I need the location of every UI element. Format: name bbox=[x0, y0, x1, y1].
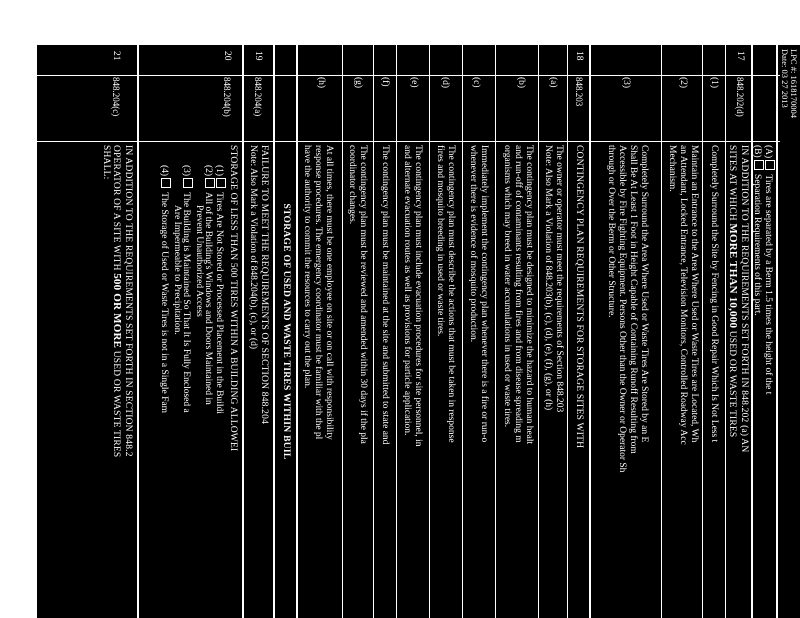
item-marker: (h) bbox=[316, 77, 326, 89]
checklist-row-18-d bbox=[430, 45, 463, 618]
row-number: 21 bbox=[111, 51, 121, 61]
requirement-text-line1: The contingency plan must be reviewed and amended within 30 days if the pla bbox=[358, 145, 368, 444]
requirement-text-line2: fires and mosquito breeding in used or waste tires. bbox=[435, 145, 445, 337]
requirement-text-line2: coordinator changes. bbox=[347, 145, 357, 225]
checklist-row-17-2 bbox=[662, 45, 703, 618]
requirement-text-line2: response procedures. The emergency coordinator must be familiar with the pl bbox=[313, 145, 323, 440]
requirement-heading-line3: SHALL: bbox=[101, 145, 111, 180]
berm-requirement-line4: through or Over the Berm or Other Structure. bbox=[606, 145, 616, 318]
requirement-note: Note: Also Mark a Violation of 848.204(b), (c), or (d) bbox=[248, 145, 258, 349]
requirement-text-line1: The contingency plan must describe the actions that must be taken in response bbox=[446, 145, 456, 443]
option-3-checkbox[interactable] bbox=[183, 178, 193, 188]
requirement-text-line1: The owner or operator must meet the requirements of Section 848.203 bbox=[554, 145, 564, 413]
row-number: 18 bbox=[574, 51, 584, 61]
option-1-checkbox[interactable] bbox=[216, 178, 226, 188]
checklist-row-17 bbox=[725, 45, 753, 618]
checklist-row-21 bbox=[37, 45, 139, 618]
entrance-requirement-line1: Maintain an Entrance to the Area Where Used or Waste Tires are Located, Wh bbox=[689, 145, 699, 443]
option-4-checkbox[interactable] bbox=[161, 178, 171, 188]
requirement-text-line2: and alternate evacuation routes as well as provisions for particle application. bbox=[402, 145, 412, 436]
section-title: STORAGE OF USED AND WASTE TIRES WITHIN BUIL bbox=[281, 203, 291, 460]
requirement-heading-line2: SITES AT WHICH MORE THAN 10,000 USED OR WASTE TIRES bbox=[727, 145, 739, 438]
checklist-row-20 bbox=[138, 45, 244, 618]
requirement-heading: STORAGE OF LESS THAN 500 TIRES WITHIN A BUILDING ALLOWEI bbox=[228, 145, 238, 452]
item-marker: (3) bbox=[621, 77, 631, 89]
requirement-text-line2: whenever there is evidence of mosquito production. bbox=[468, 145, 478, 343]
tire-threshold: MORE THAN 10,000 bbox=[727, 223, 739, 329]
building-option-1: (1) Tires Are Not Stored or Processed Placement in the Buildi bbox=[214, 165, 224, 414]
section-divider bbox=[274, 45, 298, 618]
requirement-text: The contingency plan must be maintained at the site and submitted to state and bbox=[380, 145, 390, 445]
option-2-checkbox[interactable] bbox=[205, 178, 215, 188]
requirement-heading: IN ADDITION TO THE REQUIREMENTS SET FORTH IN 848.202 (a) AN bbox=[739, 145, 749, 453]
requirement-heading: CONTINGENCY PLAN REQUIREMENTS FOR STORAGE SITES WITH bbox=[574, 145, 584, 449]
requirement-text-line1: At all times, there must be one employee on site or on call with responsibility bbox=[324, 145, 334, 440]
checklist-row-18-b bbox=[496, 45, 539, 618]
checklist-row-18-e bbox=[397, 45, 430, 618]
item-marker: (e) bbox=[409, 77, 419, 88]
checklist-row-18-h bbox=[298, 45, 343, 618]
requirement-note: Note: Also Mark a Violation of 848.203(b), (c), (d), (e), (f), (g), or (h) bbox=[543, 145, 553, 411]
building-option-4: (4) The Storage of Used or Waste Tires is not in a Single Fam bbox=[159, 165, 169, 414]
tire-threshold: 500 OR MORE bbox=[111, 273, 123, 349]
requirement-text-line1: The contingency plan must include evacuation procedures for site personnel, in bbox=[413, 145, 423, 447]
checklist-row-18 bbox=[567, 45, 591, 618]
item-marker: (c) bbox=[471, 77, 481, 88]
item-marker: (d) bbox=[440, 77, 450, 89]
inspection-checklist-page bbox=[37, 45, 800, 618]
option-a-checkbox[interactable] bbox=[765, 160, 775, 170]
column-divider bbox=[37, 75, 780, 76]
item-marker: (f) bbox=[380, 77, 390, 87]
requirement-text-line1: Immediately implement the contingency plan whenever there is a fire or run-o bbox=[479, 145, 489, 443]
checklist-row-18-a bbox=[539, 45, 568, 618]
fencing-requirement: Completely Surround the Site by Fencing in Good Repair Which Is Not Less t bbox=[709, 145, 719, 443]
item-marker: (a) bbox=[548, 77, 558, 88]
option-a-label: (A) bbox=[763, 145, 773, 159]
checklist-row-17-1 bbox=[703, 45, 726, 618]
requirement-text-line3: have the authority to commit the resources to carry out the plan. bbox=[302, 145, 312, 389]
entrance-requirement-line2: an Attendant, Locked Entrance, Television Monitors, Controlled Roadway Acc bbox=[678, 145, 688, 445]
regulation-citation: 848.204(a) bbox=[253, 77, 263, 117]
requirement-text-line2: and run-off of contaminants resulting from fires and from disease spreading m bbox=[513, 145, 523, 443]
berm-requirement-line2: Shall Be At Least 1 Foot in Height Capable of Containing Runoff Resulting from bbox=[628, 145, 638, 454]
building-option-2: (2) All of the Building's Windows and Doors Maintained in bbox=[203, 165, 213, 405]
page-header bbox=[780, 49, 798, 118]
column-divider bbox=[37, 141, 780, 142]
item-marker: (b) bbox=[516, 77, 526, 89]
row-number: 17 bbox=[735, 51, 745, 61]
row-number: 19 bbox=[253, 51, 263, 61]
building-option-3: (3) The Building is Maintained So That It Is Fully Enclosed a bbox=[181, 165, 191, 413]
regulation-citation: 848.204(c) bbox=[111, 77, 121, 117]
regulation-citation: 848.204(b) bbox=[222, 77, 232, 117]
building-option-3-continued: Are Impermeable to Precipitation. bbox=[172, 205, 182, 335]
entrance-requirement-line3: Mechanism. bbox=[667, 145, 677, 192]
berm-requirement-line1: Completely Surround the Area Where Used or Waste Tires Are Stored by an E bbox=[639, 145, 649, 443]
requirement-heading: IN ADDITION TO THE REQUIREMENTS SET FORTH IN SECTION 848.2 bbox=[123, 145, 133, 457]
checklist-row-17-3 bbox=[591, 45, 662, 618]
scanned-page bbox=[37, 45, 800, 618]
requirement-heading: FAILURE TO MEET THE REQUIREMENTS OF SECTION 848.204 bbox=[259, 145, 269, 425]
separation-requirements-text: Separation Requirements of this part. bbox=[752, 174, 762, 316]
item-marker: (1) bbox=[709, 77, 719, 89]
option-b-label: (B) bbox=[752, 145, 762, 158]
inspection-date: Date: 03 27 2013 bbox=[780, 49, 790, 108]
lpc-number: LPC #: 1618170004 bbox=[789, 49, 799, 118]
checklist-row-16-continued bbox=[752, 45, 778, 618]
item-marker: (2) bbox=[678, 77, 688, 89]
requirement-heading-line2: OPERATOR OF A SITE WITH 500 OR MORE USED OR WASTE TIRES bbox=[111, 145, 123, 458]
regulation-citation: 848.203 bbox=[574, 77, 584, 107]
building-option-2-continued: Prevent Unauthorized Access bbox=[194, 205, 204, 317]
row-number: 20 bbox=[222, 51, 232, 61]
checklist-row-18-g bbox=[343, 45, 374, 618]
checklist-row-18-f bbox=[374, 45, 397, 618]
berm-separation-text: Tires are separated by a Berm 1.5 times the height of the t bbox=[763, 174, 773, 395]
requirement-text-line1: The contingency plan must be designed to minimize the hazard to human healt bbox=[524, 145, 534, 445]
item-marker: (g) bbox=[353, 77, 363, 89]
checklist-row-18-c bbox=[463, 45, 496, 618]
requirement-text-line3: organisms which may breed in water accumulations in used or waste tires. bbox=[502, 145, 512, 428]
regulation-citation: 848.202(d) bbox=[735, 77, 745, 117]
berm-requirement-line3: Accessible by Fire Fighting Equipment. Persons Other than the Owner or Operator Sh bbox=[617, 145, 627, 473]
checklist-row-19 bbox=[243, 45, 275, 618]
option-b-checkbox[interactable] bbox=[754, 160, 764, 170]
